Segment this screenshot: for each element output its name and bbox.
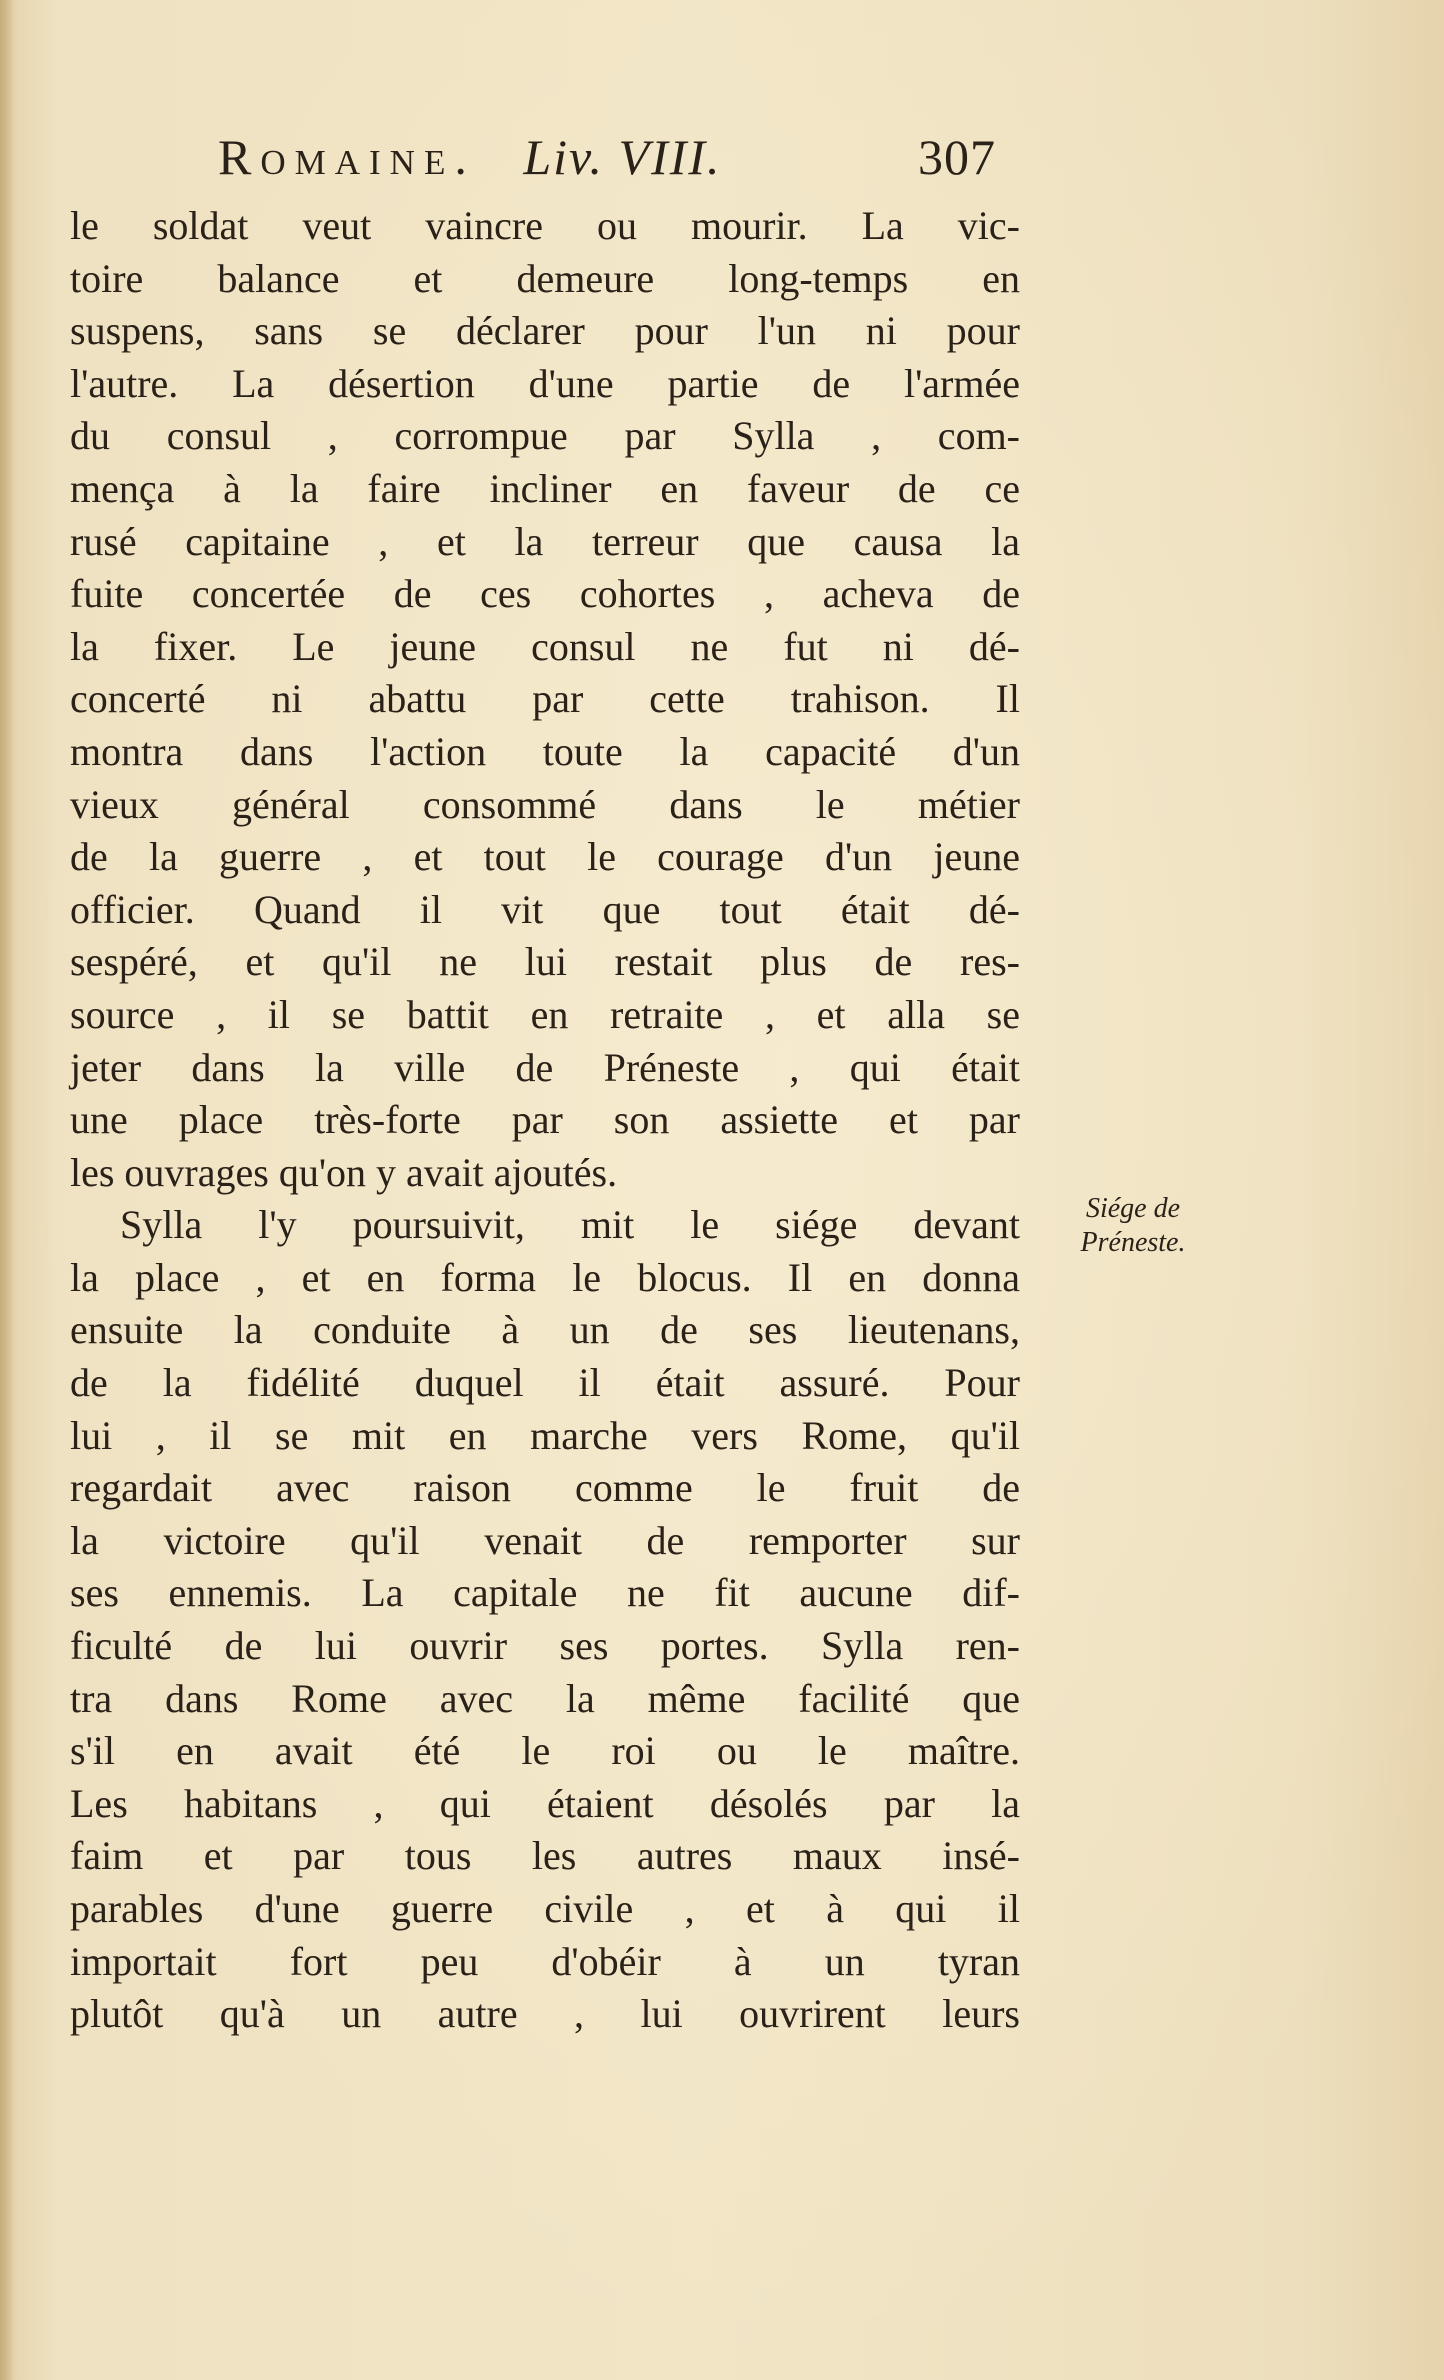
text-line: plutôt qu'à un autre , lui ouvrirent leurs (70, 1991, 1020, 2037)
text-line: rusé capitaine , et la terreur que causa la (70, 518, 1020, 564)
text-line: jeter dans la ville de Préneste , qui était (70, 1044, 1020, 1090)
text-line: officier. Quand il vit que tout était dé- (70, 886, 1020, 932)
text-line: du consul , corrompue par Sylla , com- (70, 413, 1020, 459)
text-line: lui , il se mit en marche vers Rome, qu'il (70, 1412, 1020, 1458)
text-line: Les habitans , qui étaient désolés par la (70, 1780, 1020, 1826)
text-line: fuite concertée de ces cohortes , acheva de (70, 571, 1020, 617)
page-number: 307 (918, 129, 996, 185)
text-line: s'il en avait été le roi ou le maître. (70, 1728, 1020, 1774)
book-number: Liv. VIII. (523, 129, 722, 185)
text-line: suspens, sans se déclarer pour l'un ni pour (70, 308, 1020, 354)
margin-note (1028, 1192, 1238, 1260)
margin-note-line: Siége de (1085, 1193, 1181, 1224)
text-line: mença à la faire incliner en faveur de ce (70, 465, 1020, 511)
text-line: de la fidélité duquel il était assuré. Pour (70, 1360, 1020, 1406)
text-line: la fixer. Le jeune consul ne fut ni dé- (70, 623, 1020, 669)
text-line: les ouvrages qu'on y avait ajoutés. (70, 1149, 618, 1195)
text-line: le soldat veut vaincre ou mourir. La vic- (70, 203, 1020, 248)
text-line: parables d'une guerre civile , et à qui il (70, 1886, 1020, 1931)
paragraph-start-line: Sylla l'y poursuivit, mit le siége devant (120, 1202, 1020, 1248)
text-line: la victoire qu'il venait de remporter sur (70, 1517, 1020, 1563)
text-line: vieux général consommé dans le métier (70, 781, 1020, 827)
text-line: une place très-forte par son assiette et par (70, 1097, 1020, 1143)
text-line: tra dans Rome avec la même facilité que (70, 1675, 1020, 1721)
margin-note-line: Préneste. (1080, 1227, 1186, 1258)
running-header (218, 122, 1018, 192)
text-line: sespéré, et qu'il ne lui restait plus de res- (70, 939, 1020, 985)
page-gutter-shadow (0, 0, 14, 2380)
text-line: ses ennemis. La capitale ne fit aucune dif- (70, 1570, 1020, 1616)
text-line: l'autre. La désertion d'une partie de l'armée (70, 360, 1020, 406)
text-line: la place , et en forma le blocus. Il en donna (70, 1254, 1020, 1300)
text-line: ficulté de lui ouvrir ses portes. Sylla ren- (70, 1623, 1020, 1669)
body-text (70, 200, 1020, 2041)
text-line: concerté ni abattu par cette trahison. Il (70, 676, 1020, 722)
text-line: faim et par tous les autres maux insé- (70, 1833, 1020, 1879)
text-line: importait fort peu d'obéir à un tyran (70, 1938, 1020, 1984)
text-line: montra dans l'action toute la capacité d'un (70, 728, 1020, 774)
text-line: de la guerre , et tout le courage d'un jeune (70, 834, 1020, 880)
text-line: ensuite la conduite à un de ses lieutenans, (70, 1307, 1020, 1353)
text-line: source , il se battit en retraite , et alla se (70, 991, 1020, 1037)
running-title: Romaine. (218, 129, 476, 185)
text-line: toire balance et demeure long-temps en (70, 255, 1020, 301)
text-line: regardait avec raison comme le fruit de (70, 1465, 1020, 1511)
